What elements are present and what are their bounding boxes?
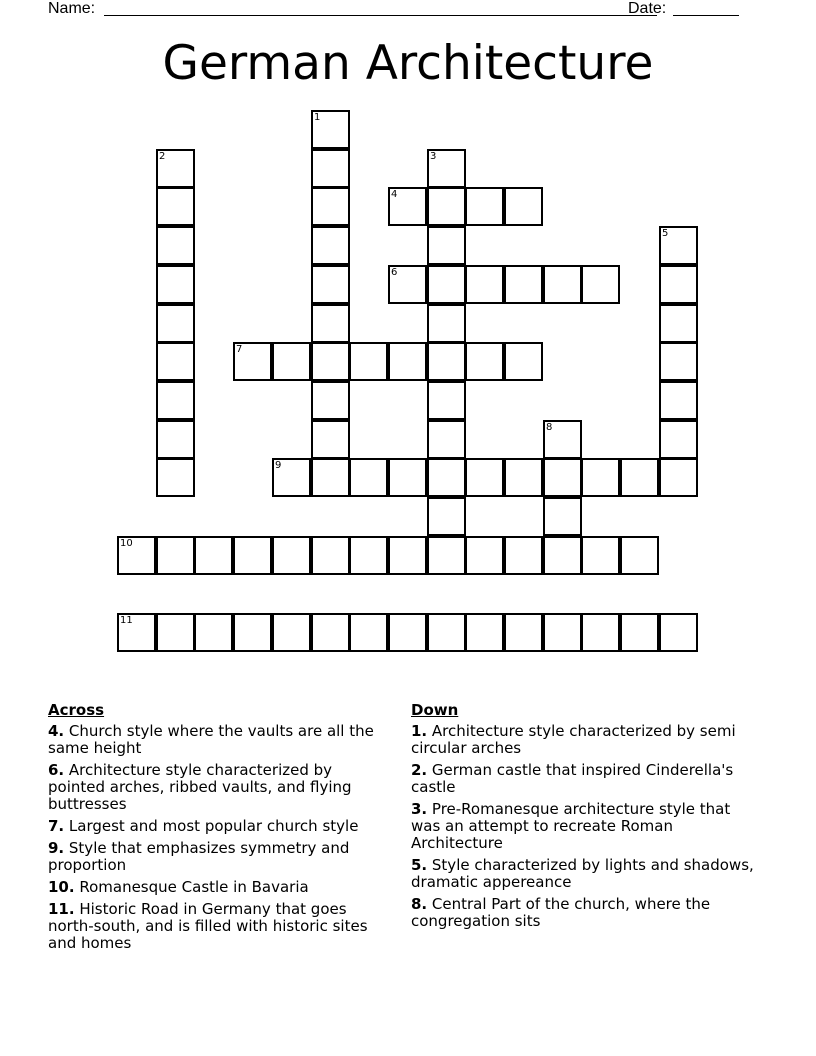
grid-cell[interactable] [465, 536, 504, 575]
clue-number-label: 6. [48, 761, 65, 779]
grid-cell[interactable] [117, 536, 156, 575]
grid-cell[interactable] [156, 458, 195, 497]
grid-cell[interactable] [156, 342, 195, 381]
clue-number-label: 2. [411, 761, 428, 779]
grid-cell[interactable] [311, 458, 350, 497]
grid-cell[interactable] [349, 458, 388, 497]
clue-text: Central Part of the church, where the congregation sits [411, 895, 711, 930]
clue-number: 3 [430, 151, 437, 162]
grid-cell[interactable] [659, 420, 698, 459]
grid-cell[interactable] [581, 536, 620, 575]
grid-cell[interactable] [388, 536, 427, 575]
grid-cell[interactable] [543, 536, 582, 575]
grid-cell[interactable] [504, 187, 543, 226]
grid-cell[interactable] [388, 265, 427, 304]
grid-cell[interactable] [659, 342, 698, 381]
clue-text: Style characterized by lights and shadows, dramatic appereance [411, 856, 754, 891]
grid-cell[interactable] [427, 613, 466, 652]
clue-number-label: 1. [411, 722, 428, 740]
clue-number-label: 10. [48, 878, 75, 896]
grid-cell[interactable] [543, 613, 582, 652]
down-clue [411, 801, 756, 852]
grid-cell[interactable] [581, 265, 620, 304]
grid-cell[interactable] [194, 536, 233, 575]
grid-cell[interactable] [311, 265, 350, 304]
grid-cell[interactable] [156, 304, 195, 343]
grid-cell[interactable] [349, 536, 388, 575]
grid-cell[interactable] [504, 342, 543, 381]
across-clue [48, 723, 393, 757]
clue-number-label: 3. [411, 800, 428, 818]
grid-cell[interactable] [581, 613, 620, 652]
clue-number-label: 4. [48, 722, 65, 740]
grid-cell[interactable] [659, 226, 698, 265]
clue-number: 9 [275, 460, 282, 471]
grid-cell[interactable] [504, 265, 543, 304]
grid-cell[interactable] [427, 342, 466, 381]
down-clues [411, 701, 756, 935]
down-clue [411, 896, 756, 930]
across-clue-list [48, 723, 393, 952]
clue-number-label: 8. [411, 895, 428, 913]
grid-cell[interactable] [272, 536, 311, 575]
grid-cell[interactable] [156, 420, 195, 459]
clue-number: 11 [120, 615, 133, 626]
page-title: German Architecture [162, 36, 654, 91]
clue-text: Style that emphasizes symmetry and proportion [48, 839, 350, 874]
grid-cell[interactable] [233, 536, 272, 575]
grid-cell[interactable] [156, 381, 195, 420]
grid-cell[interactable] [427, 497, 466, 536]
clue-text: Historic Road in Germany that goes north-south, and is filled with historic sites and homes [48, 900, 368, 952]
down-clue [411, 857, 756, 891]
grid-cell[interactable] [659, 265, 698, 304]
clue-text: Romanesque Castle in Bavaria [74, 878, 309, 896]
date-label: Date: [628, 0, 667, 17]
grid-cell[interactable] [156, 536, 195, 575]
grid-cell[interactable] [349, 613, 388, 652]
grid-cell[interactable] [272, 458, 311, 497]
grid-cell[interactable] [543, 458, 582, 497]
grid-cell[interactable] [311, 187, 350, 226]
grid-cell[interactable] [311, 149, 350, 188]
clue-text: Pre-Romanesque architecture style that was an attempt to recreate Roman Architecture [411, 800, 731, 852]
down-clue [411, 762, 756, 796]
down-clue [411, 723, 756, 757]
across-clues [48, 701, 393, 957]
grid-cell[interactable] [504, 536, 543, 575]
grid-cell[interactable] [427, 458, 466, 497]
grid-cell[interactable] [659, 458, 698, 497]
grid-cell[interactable] [156, 226, 195, 265]
clue-text: Largest and most popular church style [64, 817, 359, 835]
across-clue [48, 818, 393, 835]
grid-cell[interactable] [427, 187, 466, 226]
grid-cell[interactable] [427, 265, 466, 304]
grid-cell[interactable] [427, 381, 466, 420]
clue-number: 7 [236, 344, 243, 355]
grid-cell[interactable] [311, 381, 350, 420]
grid-cell[interactable] [620, 536, 659, 575]
grid-cell[interactable] [543, 420, 582, 459]
grid-cell[interactable] [311, 226, 350, 265]
clue-number: 6 [391, 267, 398, 278]
grid-cell[interactable] [388, 458, 427, 497]
clue-number-label: 9. [48, 839, 65, 857]
grid-cell[interactable] [156, 187, 195, 226]
grid-cell[interactable] [543, 265, 582, 304]
clue-number: 2 [159, 151, 166, 162]
grid-cell[interactable] [311, 110, 350, 149]
name-label: Name: [48, 0, 96, 17]
clue-text: German castle that inspired Cinderella's castle [411, 761, 734, 796]
clue-number-label: 5. [411, 856, 428, 874]
grid-cell[interactable] [117, 613, 156, 652]
grid-cell[interactable] [311, 342, 350, 381]
grid-cell[interactable] [388, 187, 427, 226]
grid-cell[interactable] [427, 149, 466, 188]
grid-cell[interactable] [504, 458, 543, 497]
grid-cell[interactable] [427, 420, 466, 459]
clue-number: 8 [546, 422, 553, 433]
grid-cell[interactable] [156, 149, 195, 188]
down-clue-list [411, 723, 756, 930]
grid-cell[interactable] [620, 458, 659, 497]
grid-cell[interactable] [233, 342, 272, 381]
grid-cell[interactable] [272, 342, 311, 381]
across-clue [48, 840, 393, 874]
clue-number-label: 11. [48, 900, 75, 918]
grid-cell[interactable] [311, 420, 350, 459]
grid-cell[interactable] [504, 613, 543, 652]
grid-cell[interactable] [465, 458, 504, 497]
grid-cell[interactable] [311, 613, 350, 652]
name-field[interactable] [104, 15, 657, 16]
across-heading: Across [48, 701, 105, 719]
clue-number: 1 [314, 112, 321, 123]
grid-cell[interactable] [659, 381, 698, 420]
clue-number: 4 [391, 189, 398, 200]
across-clue [48, 762, 393, 813]
grid-cell[interactable] [156, 613, 195, 652]
grid-cell[interactable] [311, 304, 350, 343]
grid-cell[interactable] [388, 613, 427, 652]
grid-cell[interactable] [427, 226, 466, 265]
grid-cell[interactable] [427, 304, 466, 343]
grid-cell[interactable] [620, 613, 659, 652]
clue-text: Architecture style characterized by semi circular arches [411, 722, 736, 757]
down-heading: Down [411, 701, 459, 719]
grid-cell[interactable] [465, 187, 504, 226]
grid-cell[interactable] [659, 304, 698, 343]
grid-cell[interactable] [427, 536, 466, 575]
header-row [48, 0, 748, 20]
grid-cell[interactable] [388, 342, 427, 381]
grid-cell[interactable] [465, 613, 504, 652]
clue-number-label: 7. [48, 817, 65, 835]
grid-cell[interactable] [311, 536, 350, 575]
grid-cell[interactable] [233, 613, 272, 652]
clue-text: Architecture style characterized by pointed arches, ribbed vaults, and flying buttresses [48, 761, 352, 813]
grid-cell[interactable] [349, 342, 388, 381]
across-clue [48, 879, 393, 896]
across-clue [48, 901, 393, 952]
grid-cell[interactable] [581, 458, 620, 497]
grid-cell[interactable] [465, 342, 504, 381]
clue-number: 10 [120, 538, 133, 549]
clue-number: 5 [662, 228, 669, 239]
date-field[interactable] [673, 15, 739, 16]
grid-cell[interactable] [659, 613, 698, 652]
grid-cell[interactable] [272, 613, 311, 652]
clue-text: Church style where the vaults are all the same height [48, 722, 374, 757]
grid-cell[interactable] [194, 613, 233, 652]
grid-cell[interactable] [465, 265, 504, 304]
grid-cell[interactable] [543, 497, 582, 536]
grid-cell[interactable] [156, 265, 195, 304]
